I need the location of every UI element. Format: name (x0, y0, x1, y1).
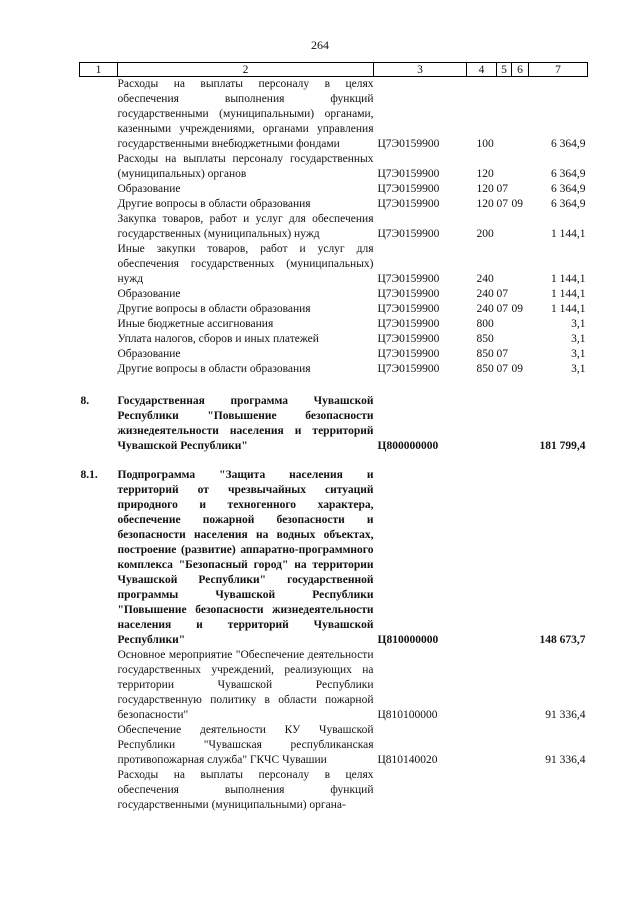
row-name: Расходы на выплаты персоналу в целях обеспечения выполнения функций государственными (муниципальными) органами, казенными учреждениями, органами управления государственными внебюджетными фондами (117, 78, 374, 150)
col-header-7: 7 (529, 63, 588, 77)
row-number (80, 287, 118, 302)
row-col4 (467, 768, 497, 813)
row-amount: 6 364,9 (551, 198, 586, 210)
row-col4: 100 (476, 138, 494, 150)
row-col6 (512, 768, 529, 813)
row-col6 (512, 242, 529, 287)
table-row (80, 197, 588, 212)
row-col4: 850 (476, 333, 494, 345)
row-col6 (512, 77, 529, 153)
spacer-cell (80, 377, 588, 394)
row-amount: 1 144,1 (551, 303, 586, 315)
row-col6 (512, 182, 529, 197)
row-number: 8. (80, 395, 90, 407)
row-col6: 09 (511, 198, 523, 210)
col-header-6: 6 (512, 63, 529, 77)
header-row (80, 63, 588, 77)
row-amount: 6 364,9 (551, 183, 586, 195)
table-row (80, 362, 588, 377)
table-row (80, 768, 588, 813)
row-number (80, 347, 118, 362)
table-row (80, 212, 588, 242)
row-col5: 07 (496, 288, 508, 300)
table-row (80, 394, 588, 454)
table-row (80, 723, 588, 768)
col-header-5: 5 (497, 63, 512, 77)
spacer-row (80, 454, 588, 468)
row-amount: 1 144,1 (551, 228, 586, 240)
row-number: 8.1. (80, 469, 98, 481)
row-col4 (467, 394, 497, 454)
row-code (374, 768, 467, 813)
row-name: Государственная программа Чувашской Республики "Повышение безопасности жизнедеятельности населения и территорий Чувашской Республики" (117, 395, 374, 452)
row-code: Ц7Э0159900 (377, 348, 440, 360)
row-amount: 6 364,9 (551, 168, 586, 180)
row-col4 (467, 468, 497, 648)
row-col4: 120 (476, 168, 494, 180)
row-code: Ц7Э0159900 (377, 168, 440, 180)
col-header-4: 4 (467, 63, 497, 77)
row-number (80, 197, 118, 212)
row-amount: 1 144,1 (551, 273, 586, 285)
row-name: Другие вопросы в области образования (117, 303, 311, 315)
row-code: Ц7Э0159900 (377, 363, 440, 375)
row-amount: 3,1 (571, 348, 586, 360)
row-name: Иные бюджетные ассигнования (117, 318, 274, 330)
table-body (80, 77, 588, 814)
row-number (80, 212, 118, 242)
row-col4: 120 (476, 198, 494, 210)
col-header-1: 1 (80, 63, 118, 77)
row-col6 (512, 648, 529, 723)
row-col6 (512, 468, 529, 648)
col-header-3: 3 (374, 63, 467, 77)
row-col5 (497, 723, 512, 768)
table-row (80, 302, 588, 317)
row-col5 (497, 242, 512, 287)
row-amount: 3,1 (571, 318, 586, 330)
row-code: Ц810100000 (377, 709, 438, 721)
row-code: Ц810140020 (377, 754, 438, 766)
budget-table (79, 62, 588, 813)
row-col5 (497, 468, 512, 648)
row-number (80, 182, 118, 197)
row-name: Обеспечение деятельности КУ Чувашской Республики "Чувашская республиканская противопожарная служба" ГКЧС Чувашии (117, 724, 374, 766)
row-name: Расходы на выплаты персоналу государственных (муниципальных) органов (117, 153, 374, 180)
row-name: Образование (117, 288, 181, 300)
table-row (80, 152, 588, 182)
row-col5 (497, 648, 512, 723)
row-amount: 1 144,1 (551, 288, 586, 300)
row-col4 (467, 648, 497, 723)
row-col5 (497, 768, 512, 813)
row-amount: 3,1 (571, 333, 586, 345)
row-col5 (497, 317, 512, 332)
row-code: Ц7Э0159900 (377, 198, 440, 210)
row-col4 (467, 723, 497, 768)
row-number (80, 723, 118, 768)
row-amount (529, 768, 588, 813)
row-col4: 850 (476, 348, 494, 360)
table-row (80, 648, 588, 723)
row-col6 (512, 212, 529, 242)
table-row (80, 468, 588, 648)
row-amount: 181 799,4 (539, 440, 586, 452)
table-row (80, 77, 588, 153)
row-amount: 148 673,7 (539, 634, 586, 646)
row-number (80, 152, 118, 182)
row-amount: 3,1 (571, 363, 586, 375)
row-col4: 240 (476, 273, 494, 285)
row-code: Ц7Э0159900 (377, 318, 440, 330)
row-number (80, 768, 118, 813)
row-name: Расходы на выплаты персоналу в целях обеспечения выполнения функций государственными (муниципальными) органа- (117, 769, 374, 811)
row-number (80, 77, 118, 153)
row-number (80, 242, 118, 287)
row-col6 (512, 394, 529, 454)
spacer-cell (80, 454, 588, 468)
row-col6 (512, 347, 529, 362)
row-code: Ц800000000 (377, 440, 439, 452)
row-code: Ц7Э0159900 (377, 303, 440, 315)
row-col6 (512, 152, 529, 182)
row-col5: 07 (496, 303, 508, 315)
row-name: Закупка товаров, работ и услуг для обеспечения государственных (муниципальных) нужд (117, 213, 374, 240)
row-col5: 07 (496, 363, 508, 375)
row-col6 (512, 723, 529, 768)
row-number (80, 302, 118, 317)
row-code: Ц7Э0159900 (377, 138, 440, 150)
table-row (80, 332, 588, 347)
row-col5 (497, 394, 512, 454)
row-number (80, 317, 118, 332)
row-col4: 200 (476, 228, 494, 240)
row-col5: 07 (496, 183, 508, 195)
row-name: Другие вопросы в области образования (117, 363, 311, 375)
row-amount: 91 336,4 (545, 754, 586, 766)
table-row (80, 182, 588, 197)
row-col5 (497, 332, 512, 347)
row-code: Ц7Э0159900 (377, 273, 440, 285)
row-col4: 120 (476, 183, 494, 195)
row-col6 (512, 317, 529, 332)
row-col4: 850 (476, 363, 494, 375)
row-number (80, 648, 118, 723)
table-row (80, 242, 588, 287)
row-col5 (497, 77, 512, 153)
table-row (80, 317, 588, 332)
row-col6: 09 (511, 303, 523, 315)
row-col5 (497, 152, 512, 182)
row-col6: 09 (511, 363, 523, 375)
spacer-row (80, 377, 588, 394)
row-col5: 07 (496, 198, 508, 210)
row-col5 (497, 212, 512, 242)
row-name: Основное мероприятие "Обеспечение деятельности государственных учреждений, реализующих на территории Чувашской Республики государственную политику в области пожарной безопасности" (117, 649, 374, 721)
row-code: Ц7Э0159900 (377, 288, 440, 300)
row-name: Образование (117, 348, 181, 360)
row-col4: 240 (476, 303, 494, 315)
row-col6 (512, 287, 529, 302)
row-code: Ц7Э0159900 (377, 333, 440, 345)
row-name: Другие вопросы в области образования (117, 198, 311, 210)
table-row (80, 287, 588, 302)
row-number (80, 362, 118, 377)
row-code: Ц7Э0159900 (377, 228, 440, 240)
col-header-2: 2 (118, 63, 374, 77)
table-row (80, 347, 588, 362)
row-col4: 800 (476, 318, 494, 330)
row-code: Ц7Э0159900 (377, 183, 440, 195)
row-col6 (512, 332, 529, 347)
row-code: Ц810000000 (377, 634, 439, 646)
row-number (80, 332, 118, 347)
row-name: Подпрограмма "Защита населения и территорий от чрезвычайных ситуаций природного и техногенного характера, обеспечение пожарной безопасности и безопасности населения на водных объектах, построение (развитие) аппаратно-программного комплекса "Безопасный город" на территории Чувашской Республики" государственной программы Чувашской Республики "Повышение безопасности жизнедеятельности населения и территорий Чувашской Республики" (117, 469, 374, 646)
row-name: Иные закупки товаров, работ и услуг для обеспечения государственных (муниципальных) нужд (117, 243, 374, 285)
row-amount: 91 336,4 (545, 709, 586, 721)
page-number: 264 (311, 38, 329, 52)
row-col4: 240 (476, 288, 494, 300)
row-col5: 07 (496, 348, 508, 360)
row-name: Уплата налогов, сборов и иных платежей (117, 333, 319, 345)
row-name: Образование (117, 183, 181, 195)
row-amount: 6 364,9 (551, 138, 586, 150)
